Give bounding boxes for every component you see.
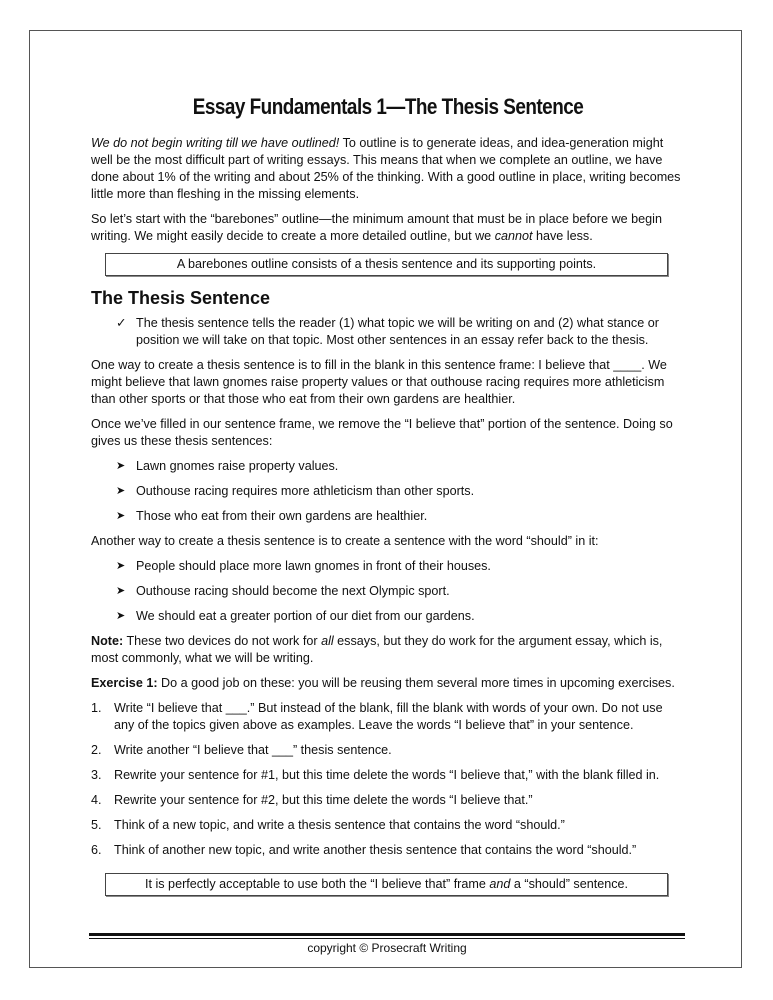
sentence-frame-paragraph: One way to create a thesis sentence is to fill in the blank in this sentence frame: I believe that ____. We might believe that lawn gnomes raise property values or that outhouse racing requires more athleticism than other sports or that those who eat from their own gardens are healthier. — [91, 358, 667, 406]
list-item — [91, 608, 685, 625]
list-item — [91, 458, 685, 475]
note-text-2: essays, but they do work for the argument essay, which is, most commonly, what we will be writing. — [91, 634, 663, 665]
exercise-paragraph — [91, 675, 685, 692]
arrow-bullet-icon: ➤ — [116, 485, 126, 497]
barebones-text-1: So let’s start with the “barebones” outline—the minimum amount that must be in place before we begin writing. We might easily decide to create a more detailed outline, but we — [91, 212, 662, 243]
list-item-text: People should place more lawn gnomes in front of their houses. — [136, 559, 491, 573]
copyright-footer: copyright © Prosecraft Writing — [307, 941, 467, 955]
closing-italic: and — [489, 877, 511, 891]
footer-rule-thin — [89, 938, 685, 939]
barebones-callout-box: A barebones outline consists of a thesis sentence and its supporting points. — [105, 253, 668, 276]
list-item — [91, 558, 685, 575]
exercise-text: Do a good job on these: you will be reusing them several more times in upcoming exercises. — [157, 676, 675, 690]
list-item-text: Outhouse racing should become the next Olympic sport. — [136, 584, 450, 598]
should-paragraph: Another way to create a thesis sentence is to create a sentence with the word “should” in it: — [91, 534, 599, 548]
barebones-italic: cannot — [494, 229, 533, 243]
exercise-label: Exercise 1: — [91, 676, 158, 690]
exercise-item-text: Write another “I believe that ___” thesis sentence. — [114, 743, 392, 757]
exercise-item-number: 3. — [91, 768, 102, 782]
exercise-item-number: 1. — [91, 701, 102, 715]
check-list — [91, 315, 685, 349]
list-item — [91, 508, 685, 525]
arrow-bullet-icon: ➤ — [116, 560, 126, 572]
closing-text-1: It is perfectly acceptable to use both the “I believe that” frame — [144, 877, 490, 891]
intro-rest: To outline is to generate ideas, and idea-generation might well be the most difficult part of writing essays. This means that when we complete an outline, we have done about 1% of the writing and about 25% of the thinking. With a good outline in place, writing becomes little more than fleshing in the missing elements. — [91, 136, 681, 201]
checkmark-icon: ✓ — [116, 316, 127, 330]
barebones-text-2: have less. — [532, 229, 593, 243]
document-body — [91, 94, 685, 910]
exercise-item-text: Rewrite your sentence for #2, but this time delete the words “I believe that.” — [114, 793, 533, 807]
list-item-text: Lawn gnomes raise property values. — [136, 459, 339, 473]
section-heading: The Thesis Sentence — [91, 288, 271, 308]
should-examples-list — [91, 558, 685, 625]
list-item-text: Those who eat from their own gardens are healthier. — [136, 509, 428, 523]
exercise-item-text: Think of another new topic, and write another thesis sentence that contains the word “should.” — [114, 843, 637, 857]
exercise-item-text: Write “I believe that ___.” But instead of the blank, fill the blank with words of your own. Do not use any of the topics given above as examples. Leave the words “I believe that” in your sentence. — [114, 701, 663, 732]
list-item — [91, 483, 685, 500]
exercise-item — [91, 700, 685, 734]
check-item-text: The thesis sentence tells the reader (1) what topic we will be writing on and (2) what stance or position we will take on that topic. Most other sentences in an essay refer back to the thesis. — [136, 316, 659, 347]
remove-paragraph: Once we’ve filled in our sentence frame, we remove the “I believe that” portion of the sentence. Doing so gives us these thesis sentences: — [91, 417, 673, 448]
note-text-1: These two devices do not work for — [123, 634, 322, 648]
closing-callout-box — [105, 873, 668, 896]
exercise-item-number: 2. — [91, 743, 102, 757]
thesis-examples-list — [91, 458, 685, 525]
exercise-item — [91, 742, 685, 759]
closing-text-2: a “should” sentence. — [510, 877, 629, 891]
exercise-item — [91, 767, 685, 784]
footer-rule-thick — [89, 933, 685, 936]
exercise-item-number: 4. — [91, 793, 102, 807]
page-title: Essay Fundamentals 1—The Thesis Sentence — [192, 94, 584, 119]
arrow-bullet-icon: ➤ — [116, 510, 126, 522]
barebones-paragraph — [91, 211, 685, 245]
arrow-bullet-icon: ➤ — [116, 460, 126, 472]
check-list-item — [91, 315, 685, 349]
list-item-text: We should eat a greater portion of our diet from our gardens. — [136, 609, 475, 623]
exercise-item-text: Rewrite your sentence for #1, but this time delete the words “I believe that,” with the blank filled in. — [114, 768, 660, 782]
list-item — [91, 583, 685, 600]
exercise-item-number: 5. — [91, 818, 102, 832]
arrow-bullet-icon: ➤ — [116, 585, 126, 597]
arrow-bullet-icon: ➤ — [116, 610, 126, 622]
exercise-item — [91, 842, 685, 859]
note-italic: all — [321, 634, 334, 648]
exercise-item — [91, 817, 685, 834]
list-item-text: Outhouse racing requires more athleticism than other sports. — [136, 484, 475, 498]
exercise-list — [91, 700, 685, 859]
exercise-item-text: Think of a new topic, and write a thesis sentence that contains the word “should.” — [114, 818, 565, 832]
intro-lead: We do not begin writing till we have outlined! — [91, 136, 340, 150]
note-label: Note: — [91, 634, 124, 648]
exercise-item-number: 6. — [91, 843, 102, 857]
intro-paragraph — [91, 135, 685, 203]
note-paragraph — [91, 633, 685, 667]
exercise-item — [91, 792, 685, 809]
